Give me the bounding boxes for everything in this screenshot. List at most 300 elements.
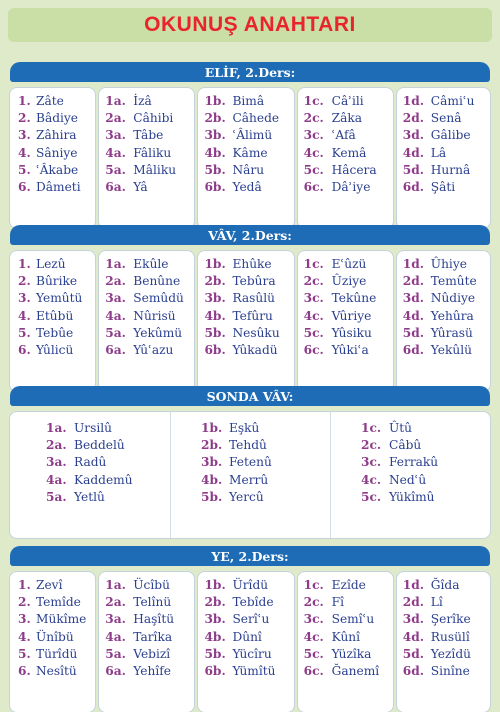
list-item	[105, 127, 194, 144]
item-number: 1d.	[402, 578, 425, 592]
section-body	[10, 251, 490, 391]
item-number: 4a.	[46, 472, 67, 487]
item-word: Fâliku	[133, 145, 172, 160]
item-word: Kâme	[232, 145, 268, 160]
item-word: Beddelû	[74, 438, 125, 453]
item-number: 2a.	[105, 595, 126, 610]
item-word: Câhibi	[133, 111, 174, 126]
item-word: Kaddemû	[74, 472, 133, 487]
list-item	[403, 290, 490, 307]
item-number: 3c.	[361, 455, 382, 470]
item-word: Yûkadü	[232, 343, 278, 358]
list-item	[18, 308, 95, 325]
list-item	[105, 162, 194, 179]
list-item	[204, 256, 293, 273]
item-word: Tebûe	[36, 325, 74, 340]
item-word: Kûnî	[331, 629, 361, 644]
item-number: 3.	[18, 291, 31, 306]
item-number: 5b.	[201, 489, 223, 504]
list-item	[204, 325, 293, 342]
item-word: Şerîke	[430, 612, 471, 627]
item-word: Serîʿu	[232, 612, 270, 627]
item-word: Câhede	[232, 111, 280, 126]
list-item	[18, 646, 95, 663]
list-item	[18, 629, 95, 646]
item-number: 3c.	[303, 291, 324, 306]
word-column	[10, 412, 170, 538]
item-word: Lî	[430, 595, 443, 610]
item-word: Kemâ	[331, 145, 367, 160]
item-number: 2d.	[402, 595, 425, 610]
item-word: Sâniye	[36, 145, 78, 160]
item-number: 4d.	[402, 145, 425, 160]
list-item	[204, 594, 293, 611]
list-item	[201, 454, 330, 471]
item-word: Ûhiye	[430, 257, 467, 271]
list-item	[18, 145, 95, 162]
item-number: 4b.	[201, 472, 223, 487]
item-word: Ekûle	[133, 257, 169, 271]
item-word: Fetenû	[229, 455, 272, 470]
item-number: 5d.	[402, 646, 425, 661]
item-number: 5d.	[402, 325, 425, 340]
item-number: 5.	[18, 162, 31, 177]
item-number: 3a.	[46, 455, 67, 470]
item-word: Câʾili	[331, 94, 364, 108]
item-word: Tâbe	[133, 128, 164, 143]
list-item	[46, 437, 170, 454]
item-number: 5b.	[204, 162, 226, 177]
item-number: 3c.	[303, 128, 324, 143]
item-word: Semûdü	[133, 291, 184, 306]
item-word: Tebûra	[232, 274, 276, 289]
list-item	[204, 611, 293, 628]
item-number: 1b.	[201, 421, 223, 435]
item-number: 2c.	[361, 438, 382, 453]
list-item	[18, 110, 95, 127]
list-item	[105, 577, 194, 594]
item-word: Yücîru	[232, 646, 272, 661]
item-word: Ğanemî	[331, 664, 380, 679]
item-word: Vûriye	[331, 308, 372, 323]
list-item	[18, 162, 95, 179]
item-word: Tebîde	[232, 595, 274, 610]
item-word: Ğîda	[430, 578, 460, 592]
list-item	[304, 308, 393, 325]
item-number: 4a.	[105, 629, 126, 644]
item-number: 1.	[18, 257, 31, 271]
list-item	[204, 127, 293, 144]
item-word: Rusülî	[430, 629, 470, 644]
list-item	[105, 273, 194, 290]
item-number: 1b.	[204, 94, 226, 108]
item-word: Ûziye	[331, 274, 367, 289]
item-word: İzâ	[133, 94, 152, 108]
item-word: Lezû	[36, 257, 66, 271]
section-body	[10, 412, 490, 538]
item-word: Yûsiku	[331, 325, 372, 340]
item-word: Tehdû	[229, 438, 267, 453]
list-item	[403, 162, 490, 179]
list-item	[403, 577, 490, 594]
item-number: 2.	[18, 595, 31, 610]
item-number: 6c.	[303, 180, 324, 195]
item-number: 4.	[18, 145, 31, 160]
list-item	[204, 273, 293, 290]
item-number: 1a.	[46, 421, 67, 435]
item-number: 6d.	[402, 343, 425, 358]
list-item	[105, 256, 194, 273]
item-number: 2.	[18, 274, 31, 289]
section-body	[10, 88, 490, 228]
item-number: 3.	[18, 128, 31, 143]
item-word: Yâ	[133, 180, 148, 195]
item-number: 6a.	[105, 664, 126, 679]
list-item	[361, 420, 490, 437]
item-word: Nesûku	[232, 325, 280, 340]
list-item	[304, 110, 393, 127]
list-item	[403, 145, 490, 162]
list-item	[18, 290, 95, 307]
word-column	[397, 88, 490, 228]
item-word: Ûtû	[389, 421, 413, 435]
word-column	[10, 251, 95, 391]
item-word: Bimâ	[232, 94, 265, 108]
item-word: Ünîbü	[36, 629, 74, 644]
item-number: 6c.	[303, 343, 324, 358]
list-item	[18, 577, 95, 594]
item-word: Yûkiʿa	[331, 343, 369, 358]
section-header: SONDA VÂV:	[10, 386, 490, 406]
item-word: Dâmeti	[36, 180, 81, 195]
item-word: Şâti	[430, 180, 456, 195]
list-item	[201, 472, 330, 489]
item-word: Mâliku	[133, 162, 177, 177]
item-word: Zâte	[36, 94, 64, 108]
item-number: 3d.	[402, 612, 425, 627]
item-number: 4c.	[303, 145, 324, 160]
item-number: 4.	[18, 308, 31, 323]
item-number: 2b.	[204, 595, 226, 610]
list-item	[304, 646, 393, 663]
item-word: Gâlibe	[430, 128, 471, 143]
word-column	[330, 412, 490, 538]
item-word: Yekûmü	[133, 325, 183, 340]
list-item	[105, 325, 194, 342]
list-item	[204, 577, 293, 594]
list-item	[105, 290, 194, 307]
item-number: 1.	[18, 578, 31, 592]
item-word: Zevî	[36, 578, 63, 592]
item-number: 6a.	[105, 180, 126, 195]
list-item	[304, 577, 393, 594]
item-word: Yercû	[229, 489, 264, 504]
item-word: Mükîme	[36, 612, 87, 627]
list-item	[105, 629, 194, 646]
item-word: Rasûlü	[232, 291, 276, 306]
section-sonda-vav	[10, 386, 490, 538]
item-word: Dûnî	[232, 629, 262, 644]
list-item	[403, 273, 490, 290]
item-number: 2a.	[105, 111, 126, 126]
item-word: Semîʿu	[331, 612, 375, 627]
list-item	[105, 646, 194, 663]
list-item	[403, 646, 490, 663]
list-item	[105, 145, 194, 162]
item-number: 5a.	[105, 646, 126, 661]
list-item	[204, 308, 293, 325]
list-item	[18, 179, 95, 196]
item-word: Bâdiye	[36, 111, 79, 126]
word-column	[99, 572, 194, 712]
item-word: Ürîdü	[232, 578, 269, 592]
item-word: Temîde	[36, 595, 81, 610]
item-word: Bûrike	[36, 274, 78, 289]
list-item	[46, 420, 170, 437]
item-word: Haşîtü	[133, 612, 175, 627]
item-word: Yemûtü	[36, 291, 83, 306]
item-number: 4a.	[105, 145, 126, 160]
item-number: 1c.	[303, 578, 324, 592]
list-item	[304, 179, 393, 196]
list-item	[204, 93, 293, 110]
item-word: Yüzîka	[331, 646, 372, 661]
list-item	[304, 162, 393, 179]
list-item	[204, 290, 293, 307]
list-item	[304, 611, 393, 628]
item-number: 4c.	[303, 308, 324, 323]
item-word: Yetlû	[74, 489, 105, 504]
item-word: Temûte	[430, 274, 477, 289]
item-number: 3a.	[105, 612, 126, 627]
item-number: 5.	[18, 646, 31, 661]
item-number: 1c.	[303, 257, 324, 271]
word-column	[10, 88, 95, 228]
item-word: Yehûra	[430, 308, 474, 323]
list-item	[403, 594, 490, 611]
item-number: 2c.	[303, 111, 324, 126]
item-number: 5a.	[105, 325, 126, 340]
item-word: ʿÂlimü	[232, 128, 273, 143]
word-column	[397, 251, 490, 391]
item-number: 1b.	[204, 257, 226, 271]
list-item	[403, 342, 490, 359]
item-word: Ferrakû	[389, 455, 439, 470]
item-number: 6c.	[303, 664, 324, 679]
item-number: 6a.	[105, 343, 126, 358]
list-item	[304, 93, 393, 110]
item-number: 4b.	[204, 145, 226, 160]
list-item	[204, 646, 293, 663]
list-item	[403, 127, 490, 144]
item-number: 1.	[18, 94, 31, 108]
item-number: 6.	[18, 180, 31, 195]
item-number: 4c.	[361, 472, 382, 487]
item-number: 3c.	[303, 612, 324, 627]
item-word: Nedʿû	[389, 472, 427, 487]
list-item	[304, 629, 393, 646]
item-word: Senâ	[430, 111, 462, 126]
item-number: 1a.	[105, 94, 126, 108]
item-number: 5a.	[105, 162, 126, 177]
item-number: 2b.	[204, 111, 226, 126]
list-item	[204, 179, 293, 196]
list-item	[304, 127, 393, 144]
list-item	[403, 179, 490, 196]
item-number: 1a.	[105, 257, 126, 271]
item-number: 5b.	[204, 646, 226, 661]
list-item	[105, 663, 194, 680]
item-number: 4a.	[105, 308, 126, 323]
item-word: Etûbü	[36, 308, 74, 323]
item-number: 4d.	[402, 308, 425, 323]
item-number: 3a.	[105, 128, 126, 143]
list-item	[18, 256, 95, 273]
item-number: 6.	[18, 343, 31, 358]
item-word: Zâhira	[36, 128, 77, 143]
list-item	[403, 663, 490, 680]
word-column	[99, 251, 194, 391]
item-number: 5c.	[303, 325, 324, 340]
list-item	[403, 308, 490, 325]
section-header: VÂV, 2.Ders:	[10, 225, 490, 245]
list-item	[304, 290, 393, 307]
item-number: 5b.	[204, 325, 226, 340]
word-column	[10, 572, 95, 712]
list-item	[403, 110, 490, 127]
item-number: 2c.	[303, 274, 324, 289]
list-item	[304, 145, 393, 162]
item-word: Yekûlü	[430, 343, 472, 358]
item-word: Nûrisü	[133, 308, 176, 323]
item-word: Nâru	[232, 162, 265, 177]
section-header: YE, 2.Ders:	[10, 546, 490, 566]
list-item	[304, 256, 393, 273]
list-item	[204, 342, 293, 359]
item-word: Tarîka	[133, 629, 173, 644]
item-number: 1d.	[402, 94, 425, 108]
item-word: Lâ	[430, 145, 447, 160]
list-item	[105, 110, 194, 127]
list-item	[403, 325, 490, 342]
list-item	[204, 162, 293, 179]
item-number: 1c.	[361, 421, 382, 435]
item-word: Yûʿazu	[133, 343, 174, 358]
item-word: Ücîbü	[133, 578, 170, 592]
item-number: 5c.	[303, 162, 324, 177]
item-number: 3b.	[204, 291, 226, 306]
item-word: Telînü	[133, 595, 172, 610]
list-item	[105, 594, 194, 611]
item-word: Yedâ	[232, 180, 262, 195]
word-column	[198, 251, 293, 391]
item-number: 4b.	[204, 308, 226, 323]
item-number: 5a.	[46, 489, 67, 504]
item-word: Nûdiye	[430, 291, 476, 306]
item-number: 4d.	[402, 629, 425, 644]
item-number: 3d.	[402, 291, 425, 306]
item-word: Yümîtü	[232, 664, 276, 679]
list-item	[18, 93, 95, 110]
item-word: Yehîfe	[133, 664, 171, 679]
item-number: 3b.	[204, 128, 226, 143]
item-word: Dâʾiye	[331, 180, 371, 195]
item-number: 6d.	[402, 180, 425, 195]
list-item	[403, 256, 490, 273]
item-word: Merrû	[229, 472, 269, 487]
list-item	[403, 93, 490, 110]
item-word: Yûrasü	[430, 325, 473, 340]
item-word: Tefûru	[232, 308, 273, 323]
item-number: 3.	[18, 612, 31, 627]
item-number: 3a.	[105, 291, 126, 306]
item-word: Nesîtü	[36, 664, 77, 679]
list-item	[201, 489, 330, 506]
item-word: Yûlicü	[36, 343, 74, 358]
item-word: Vebizî	[133, 646, 171, 661]
section-vav-2-ders	[10, 225, 490, 391]
word-column	[397, 572, 490, 712]
title-banner	[8, 8, 492, 42]
item-word: Fî	[331, 595, 344, 610]
item-number: 5.	[18, 325, 31, 340]
item-word: Türîdü	[36, 646, 78, 661]
list-item	[201, 437, 330, 454]
word-column	[298, 251, 393, 391]
item-word: ʿÂkabe	[36, 162, 79, 177]
list-item	[105, 342, 194, 359]
list-item	[18, 611, 95, 628]
item-word: Zâka	[331, 111, 363, 126]
list-item	[105, 179, 194, 196]
item-number: 2d.	[402, 274, 425, 289]
list-item	[18, 342, 95, 359]
list-item	[204, 110, 293, 127]
item-word: Tekûne	[331, 291, 377, 306]
item-word: Sinîne	[430, 664, 470, 679]
item-number: 6.	[18, 664, 31, 679]
word-column	[298, 88, 393, 228]
item-word: Hâcera	[331, 162, 377, 177]
list-item	[204, 663, 293, 680]
item-word: Ursilû	[74, 421, 112, 435]
list-item	[403, 629, 490, 646]
list-item	[201, 420, 330, 437]
list-item	[204, 145, 293, 162]
section-ye-2-ders	[10, 546, 490, 712]
item-number: 6b.	[204, 180, 226, 195]
list-item	[403, 611, 490, 628]
item-number: 1c.	[303, 94, 324, 108]
list-item	[304, 663, 393, 680]
item-word: Câbû	[389, 438, 422, 453]
word-column	[99, 88, 194, 228]
list-item	[18, 663, 95, 680]
item-number: 4c.	[303, 629, 324, 644]
list-item	[304, 325, 393, 342]
item-number: 4b.	[204, 629, 226, 644]
item-word: Ehûke	[232, 257, 272, 271]
item-number: 1d.	[402, 257, 425, 271]
list-item	[105, 308, 194, 325]
item-word: Hurnâ	[430, 162, 471, 177]
item-number: 1b.	[204, 578, 226, 592]
section-body	[10, 572, 490, 712]
item-word: Yezîdü	[430, 646, 471, 661]
section-elif-2-ders	[10, 62, 490, 228]
item-number: 4.	[18, 629, 31, 644]
item-number: 5d.	[402, 162, 425, 177]
